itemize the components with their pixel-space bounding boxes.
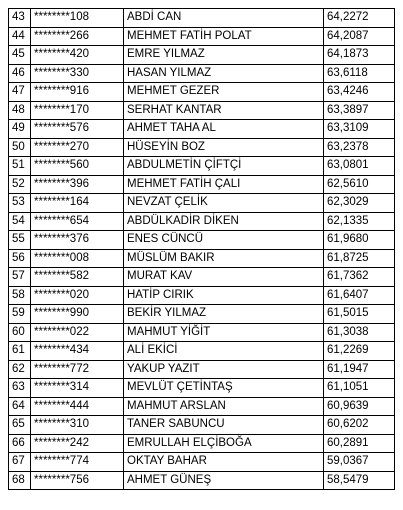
rank-cell: 60 xyxy=(9,323,31,342)
masked-id-cell: ********756 xyxy=(31,471,124,490)
rank-cell: 59 xyxy=(9,305,31,324)
rank-cell: 51 xyxy=(9,157,31,176)
name-cell: MEHMET FATİH POLAT xyxy=(124,27,324,46)
table-row xyxy=(9,64,395,83)
table-row xyxy=(9,231,395,250)
score-cell: 58,5479 xyxy=(324,471,395,490)
masked-id-cell: ********774 xyxy=(31,453,124,472)
table-row xyxy=(9,360,395,379)
masked-id-cell: ********270 xyxy=(31,138,124,157)
score-cell: 61,8725 xyxy=(324,249,395,268)
table-row xyxy=(9,305,395,324)
table-row xyxy=(9,120,395,139)
masked-id-cell: ********990 xyxy=(31,305,124,324)
masked-id-cell: ********008 xyxy=(31,249,124,268)
name-cell: HÜSEYİN BOZ xyxy=(124,138,324,157)
table-row xyxy=(9,194,395,213)
name-cell: MAHMUT YİĞİT xyxy=(124,323,324,342)
table-row xyxy=(9,157,395,176)
table-row xyxy=(9,249,395,268)
masked-id-cell: ********314 xyxy=(31,379,124,398)
rank-cell: 54 xyxy=(9,212,31,231)
masked-id-cell: ********242 xyxy=(31,434,124,453)
name-cell: EMRULLAH ELÇİBOĞA xyxy=(124,434,324,453)
score-cell: 62,1335 xyxy=(324,212,395,231)
masked-id-cell: ********310 xyxy=(31,416,124,435)
score-cell: 62,5610 xyxy=(324,175,395,194)
rank-cell: 56 xyxy=(9,249,31,268)
score-cell: 61,1947 xyxy=(324,360,395,379)
score-cell: 63,4246 xyxy=(324,83,395,102)
score-cell: 61,3038 xyxy=(324,323,395,342)
masked-id-cell: ********444 xyxy=(31,397,124,416)
score-cell: 61,9680 xyxy=(324,231,395,250)
table-row xyxy=(9,9,395,28)
name-cell: TANER SABUNCU xyxy=(124,416,324,435)
score-cell: 63,3897 xyxy=(324,101,395,120)
name-cell: BEKİR YILMAZ xyxy=(124,305,324,324)
score-cell: 61,7362 xyxy=(324,268,395,287)
rank-cell: 66 xyxy=(9,434,31,453)
rank-cell: 58 xyxy=(9,286,31,305)
rank-cell: 62 xyxy=(9,360,31,379)
results-table-body xyxy=(9,9,395,490)
table-row xyxy=(9,175,395,194)
masked-id-cell: ********582 xyxy=(31,268,124,287)
rank-cell: 68 xyxy=(9,471,31,490)
masked-id-cell: ********434 xyxy=(31,342,124,361)
name-cell: SERHAT KANTAR xyxy=(124,101,324,120)
masked-id-cell: ********576 xyxy=(31,120,124,139)
rank-cell: 64 xyxy=(9,397,31,416)
rank-cell: 55 xyxy=(9,231,31,250)
score-cell: 64,2087 xyxy=(324,27,395,46)
masked-id-cell: ********164 xyxy=(31,194,124,213)
rank-cell: 65 xyxy=(9,416,31,435)
masked-id-cell: ********330 xyxy=(31,64,124,83)
table-row xyxy=(9,416,395,435)
rank-cell: 61 xyxy=(9,342,31,361)
masked-id-cell: ********772 xyxy=(31,360,124,379)
name-cell: MAHMUT ARSLAN xyxy=(124,397,324,416)
rank-cell: 48 xyxy=(9,101,31,120)
rank-cell: 63 xyxy=(9,379,31,398)
name-cell: AHMET TAHA AL xyxy=(124,120,324,139)
masked-id-cell: ********022 xyxy=(31,323,124,342)
score-cell: 59,0367 xyxy=(324,453,395,472)
name-cell: ABDİ CAN xyxy=(124,9,324,28)
score-cell: 60,6202 xyxy=(324,416,395,435)
name-cell: MURAT KAV xyxy=(124,268,324,287)
rank-cell: 45 xyxy=(9,46,31,65)
name-cell: ALİ EKİCİ xyxy=(124,342,324,361)
masked-id-cell: ********916 xyxy=(31,83,124,102)
table-row xyxy=(9,471,395,490)
rank-cell: 46 xyxy=(9,64,31,83)
score-cell: 61,5015 xyxy=(324,305,395,324)
rank-cell: 52 xyxy=(9,175,31,194)
name-cell: HATİP CIRIK xyxy=(124,286,324,305)
masked-id-cell: ********396 xyxy=(31,175,124,194)
masked-id-cell: ********654 xyxy=(31,212,124,231)
table-row xyxy=(9,342,395,361)
masked-id-cell: ********420 xyxy=(31,46,124,65)
table-row xyxy=(9,323,395,342)
masked-id-cell: ********266 xyxy=(31,27,124,46)
table-row xyxy=(9,138,395,157)
rank-cell: 44 xyxy=(9,27,31,46)
rank-cell: 43 xyxy=(9,9,31,28)
name-cell: YAKUP YAZIT xyxy=(124,360,324,379)
masked-id-cell: ********020 xyxy=(31,286,124,305)
name-cell: EMRE YILMAZ xyxy=(124,46,324,65)
name-cell: ABDULMETİN ÇİFTÇİ xyxy=(124,157,324,176)
results-table xyxy=(8,8,395,490)
score-cell: 62,3029 xyxy=(324,194,395,213)
masked-id-cell: ********170 xyxy=(31,101,124,120)
rank-cell: 67 xyxy=(9,453,31,472)
table-row xyxy=(9,453,395,472)
table-row xyxy=(9,212,395,231)
table-row xyxy=(9,286,395,305)
rank-cell: 49 xyxy=(9,120,31,139)
table-row xyxy=(9,101,395,120)
score-cell: 61,6407 xyxy=(324,286,395,305)
name-cell: MEHMET GEZER xyxy=(124,83,324,102)
name-cell: OKTAY BAHAR xyxy=(124,453,324,472)
name-cell: AHMET GÜNEŞ xyxy=(124,471,324,490)
table-row xyxy=(9,27,395,46)
score-cell: 63,3109 xyxy=(324,120,395,139)
score-cell: 64,1873 xyxy=(324,46,395,65)
score-cell: 60,2891 xyxy=(324,434,395,453)
masked-id-cell: ********108 xyxy=(31,9,124,28)
score-cell: 61,2269 xyxy=(324,342,395,361)
table-row xyxy=(9,46,395,65)
name-cell: ABDÜLKADİR DİKEN xyxy=(124,212,324,231)
score-cell: 63,6118 xyxy=(324,64,395,83)
masked-id-cell: ********376 xyxy=(31,231,124,250)
rank-cell: 50 xyxy=(9,138,31,157)
name-cell: HASAN YILMAZ xyxy=(124,64,324,83)
rank-cell: 53 xyxy=(9,194,31,213)
table-row xyxy=(9,83,395,102)
table-row xyxy=(9,268,395,287)
name-cell: MEHMET FATİH ÇALI xyxy=(124,175,324,194)
name-cell: MEVLÜT ÇETİNTAŞ xyxy=(124,379,324,398)
score-cell: 61,1051 xyxy=(324,379,395,398)
masked-id-cell: ********560 xyxy=(31,157,124,176)
score-cell: 64,2272 xyxy=(324,9,395,28)
table-row xyxy=(9,379,395,398)
score-cell: 60,9639 xyxy=(324,397,395,416)
name-cell: NEVZAT ÇELİK xyxy=(124,194,324,213)
name-cell: ENES CÜNCÜ xyxy=(124,231,324,250)
name-cell: MÜSLÜM BAKIR xyxy=(124,249,324,268)
table-row xyxy=(9,397,395,416)
score-cell: 63,0801 xyxy=(324,157,395,176)
rank-cell: 47 xyxy=(9,83,31,102)
rank-cell: 57 xyxy=(9,268,31,287)
table-row xyxy=(9,434,395,453)
score-cell: 63,2378 xyxy=(324,138,395,157)
